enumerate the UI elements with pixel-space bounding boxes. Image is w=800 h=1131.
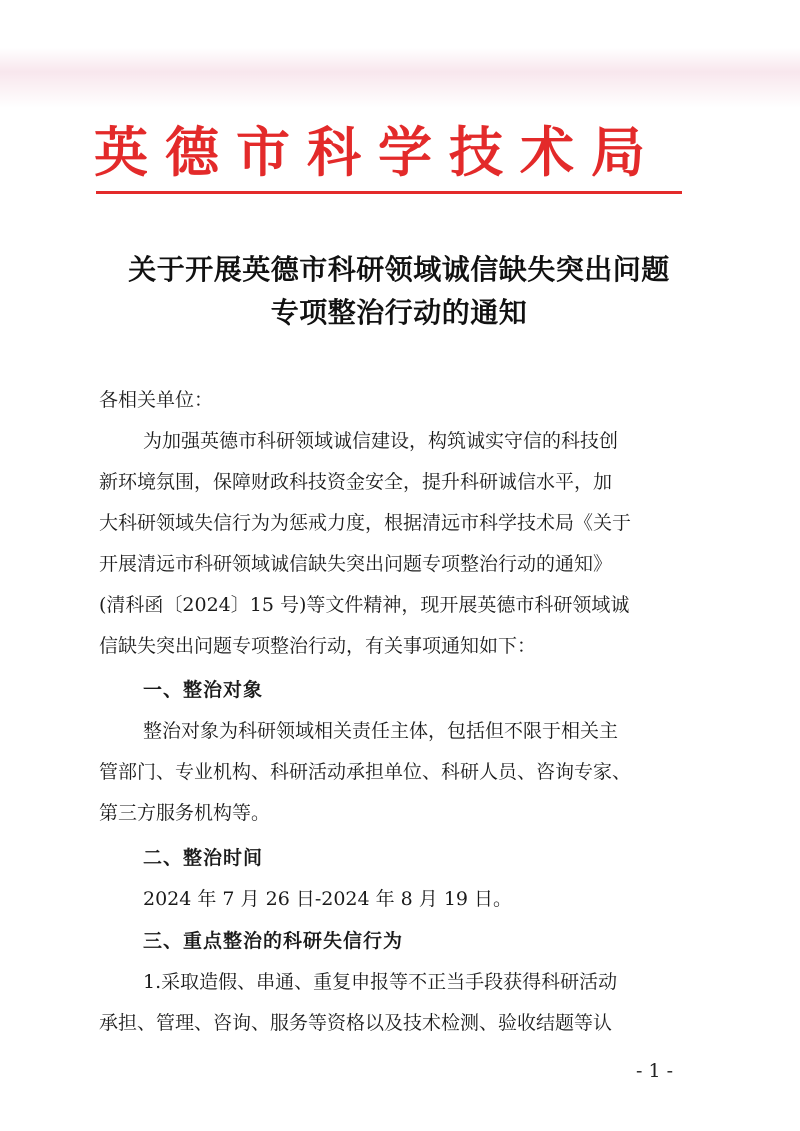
paragraph-line: 承担、管理、咨询、服务等资格以及技术检测、验收结题等认 — [99, 1012, 613, 1034]
paragraph-line: 新环境氛围，保障财政科技资金安全，提升科研诚信水平，加 — [99, 471, 613, 493]
paragraph-line: (清科函〔2024〕15 号)等文件精神，现开展英德市科研领域诚 — [99, 594, 630, 616]
agency-title: 英德市科学技术局 — [94, 120, 662, 184]
paragraph-line: 信缺失突出问题专项整治行动，有关事项通知如下： — [99, 635, 537, 657]
paragraph-line: 1.采取造假、串通、重复申报等不正当手段获得科研活动 — [143, 971, 618, 993]
paper-tint — [0, 48, 800, 108]
section-heading-targets: 一、整治对象 — [143, 679, 264, 701]
red-header-rule — [96, 191, 682, 194]
paragraph-line: 管部门、专业机构、科研活动承担单位、科研人员、咨询专家、 — [99, 761, 632, 783]
paragraph-line: 整治对象为科研领域相关责任主体，包括但不限于相关主 — [143, 720, 619, 742]
document-title-line-1: 关于开展英德市科研领域诚信缺失突出问题 — [128, 253, 670, 286]
paragraph-line: 第三方服务机构等。 — [99, 802, 271, 824]
section-heading-period: 二、整治时间 — [143, 847, 264, 869]
paragraph-line: 开展清远市科研领域诚信缺失突出问题专项整治行动的通知》 — [99, 553, 613, 575]
section-heading-misconduct: 三、重点整治的科研失信行为 — [143, 930, 404, 952]
salutation: 各相关单位： — [99, 389, 214, 411]
paragraph-line: 2024 年 7 月 26 日-2024 年 8 月 19 日。 — [143, 888, 513, 910]
paragraph-line: 大科研领域失信行为为惩戒力度，根据清远市科学技术局《关于 — [99, 512, 632, 534]
paragraph-line: 为加强英德市科研领域诚信建设，构筑诚实守信的科技创 — [143, 430, 619, 452]
document-title-line-2: 专项整治行动的通知 — [270, 296, 528, 329]
page-number: - 1 - — [636, 1060, 674, 1082]
